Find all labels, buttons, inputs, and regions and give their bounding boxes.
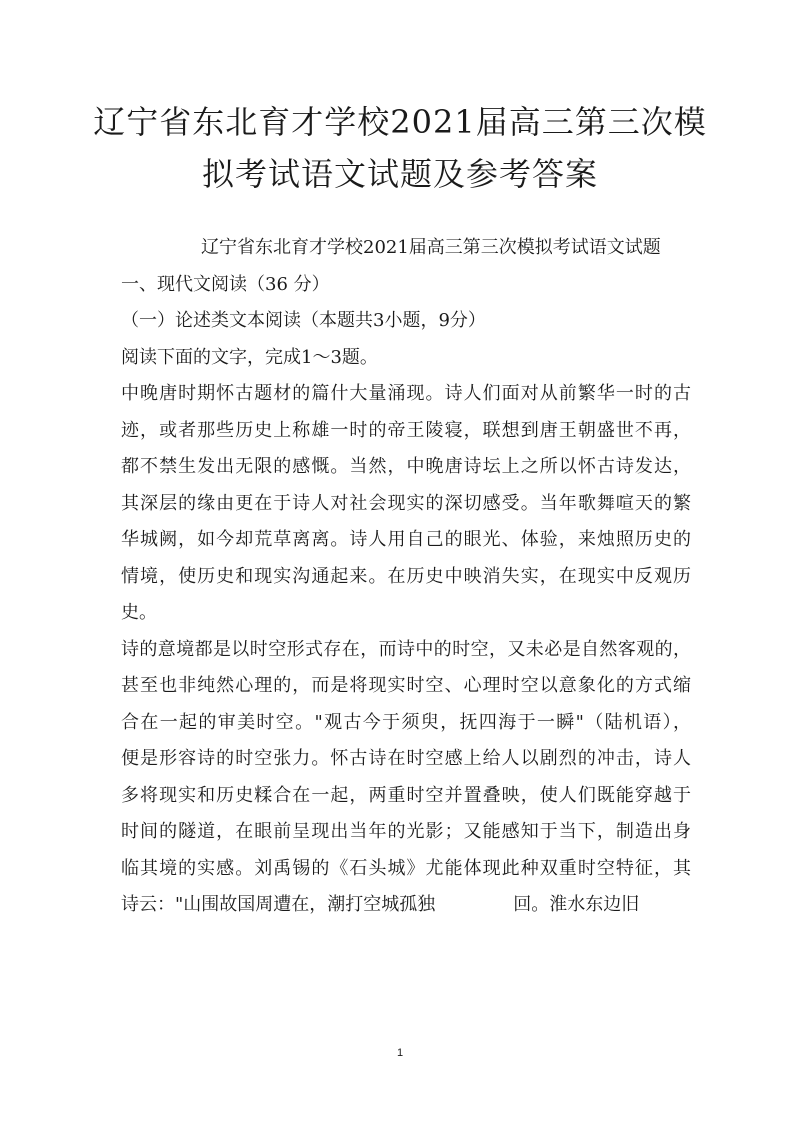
title-line-2: 拟考试语文试题及参考答案 — [201, 155, 598, 193]
title-line-1: 辽宁省东北育才学校2021届高三第三次模 — [93, 103, 707, 141]
paragraph-line: 诗的意境都是以时空形式存在，而诗中的时空，又未必是自然客观的， — [121, 638, 691, 660]
paragraph-line: 迹，或者那些历史上称雄一时的帝王陵寝，联想到唐王朝盛世不再， — [121, 419, 691, 441]
subsection-heading: （一）论述类文本阅读（本题共3小题，9分） — [121, 310, 486, 331]
section-heading: 一、现代文阅读（36 分） — [121, 273, 330, 295]
paragraph-line: 华城阙，如今却荒草离离。诗人用自己的眼光、体验，来烛照历史的 — [121, 529, 691, 550]
document-title — [0, 96, 800, 200]
last-line-part-1: 诗云："山围故国周遭在，潮打空城孤独 — [121, 894, 436, 915]
paragraph-line: 其深层的缘由更在于诗人对社会现实的深切感受。当年歌舞喧天的繁 — [121, 492, 691, 514]
paragraph-line: 都不禁生发出无限的感慨。当然，中晚唐诗坛上之所以怀古诗发达， — [121, 456, 691, 477]
reading-instruction: 阅读下面的文字，完成1～3题。 — [121, 346, 378, 368]
last-line-part-2: 回。淮水东边旧 — [513, 894, 640, 915]
paragraph-2 — [121, 632, 691, 924]
document-subtitle: 辽宁省东北育才学校2021届高三第三次模拟考试语文试题 — [201, 237, 661, 258]
paragraph-line: 情境，使历史和现实沟通起来。在历史中映消失实，在现实中反观历 — [121, 565, 691, 587]
paragraph-line: 史。 — [121, 602, 157, 623]
paragraph-line: 多将现实和历史糅合在一起，两重时空并置叠映，使人们既能穿越于 — [121, 784, 691, 806]
paragraph-line: 中晚唐时期怀古题材的篇什大量涌现。诗人们面对从前繁华一时的古 — [121, 383, 691, 404]
paragraph-line: 合在一起的审美时空。"观古今于须臾，抚四海于一瞬"（陆机语）， — [121, 711, 691, 733]
paragraph-line: 临其境的实感。刘禹锡的《石头城》尤能体现此种双重时空特征，其 — [121, 857, 691, 879]
document-body — [121, 230, 691, 924]
paragraph-last-line — [121, 887, 691, 924]
paragraph-line: 时间的隧道，在眼前呈现出当年的光影；又能感知于当下，制造出身 — [121, 821, 691, 842]
paragraph-line: 甚至也非纯然心理的，而是将现实时空、心理时空以意象化的方式缩 — [121, 675, 691, 696]
page-number: 1 — [396, 1047, 404, 1059]
paragraph-1 — [121, 376, 691, 632]
paragraph-line: 便是形容诗的时空张力。怀古诗在时空感上给人以剧烈的冲击，诗人 — [121, 748, 691, 769]
